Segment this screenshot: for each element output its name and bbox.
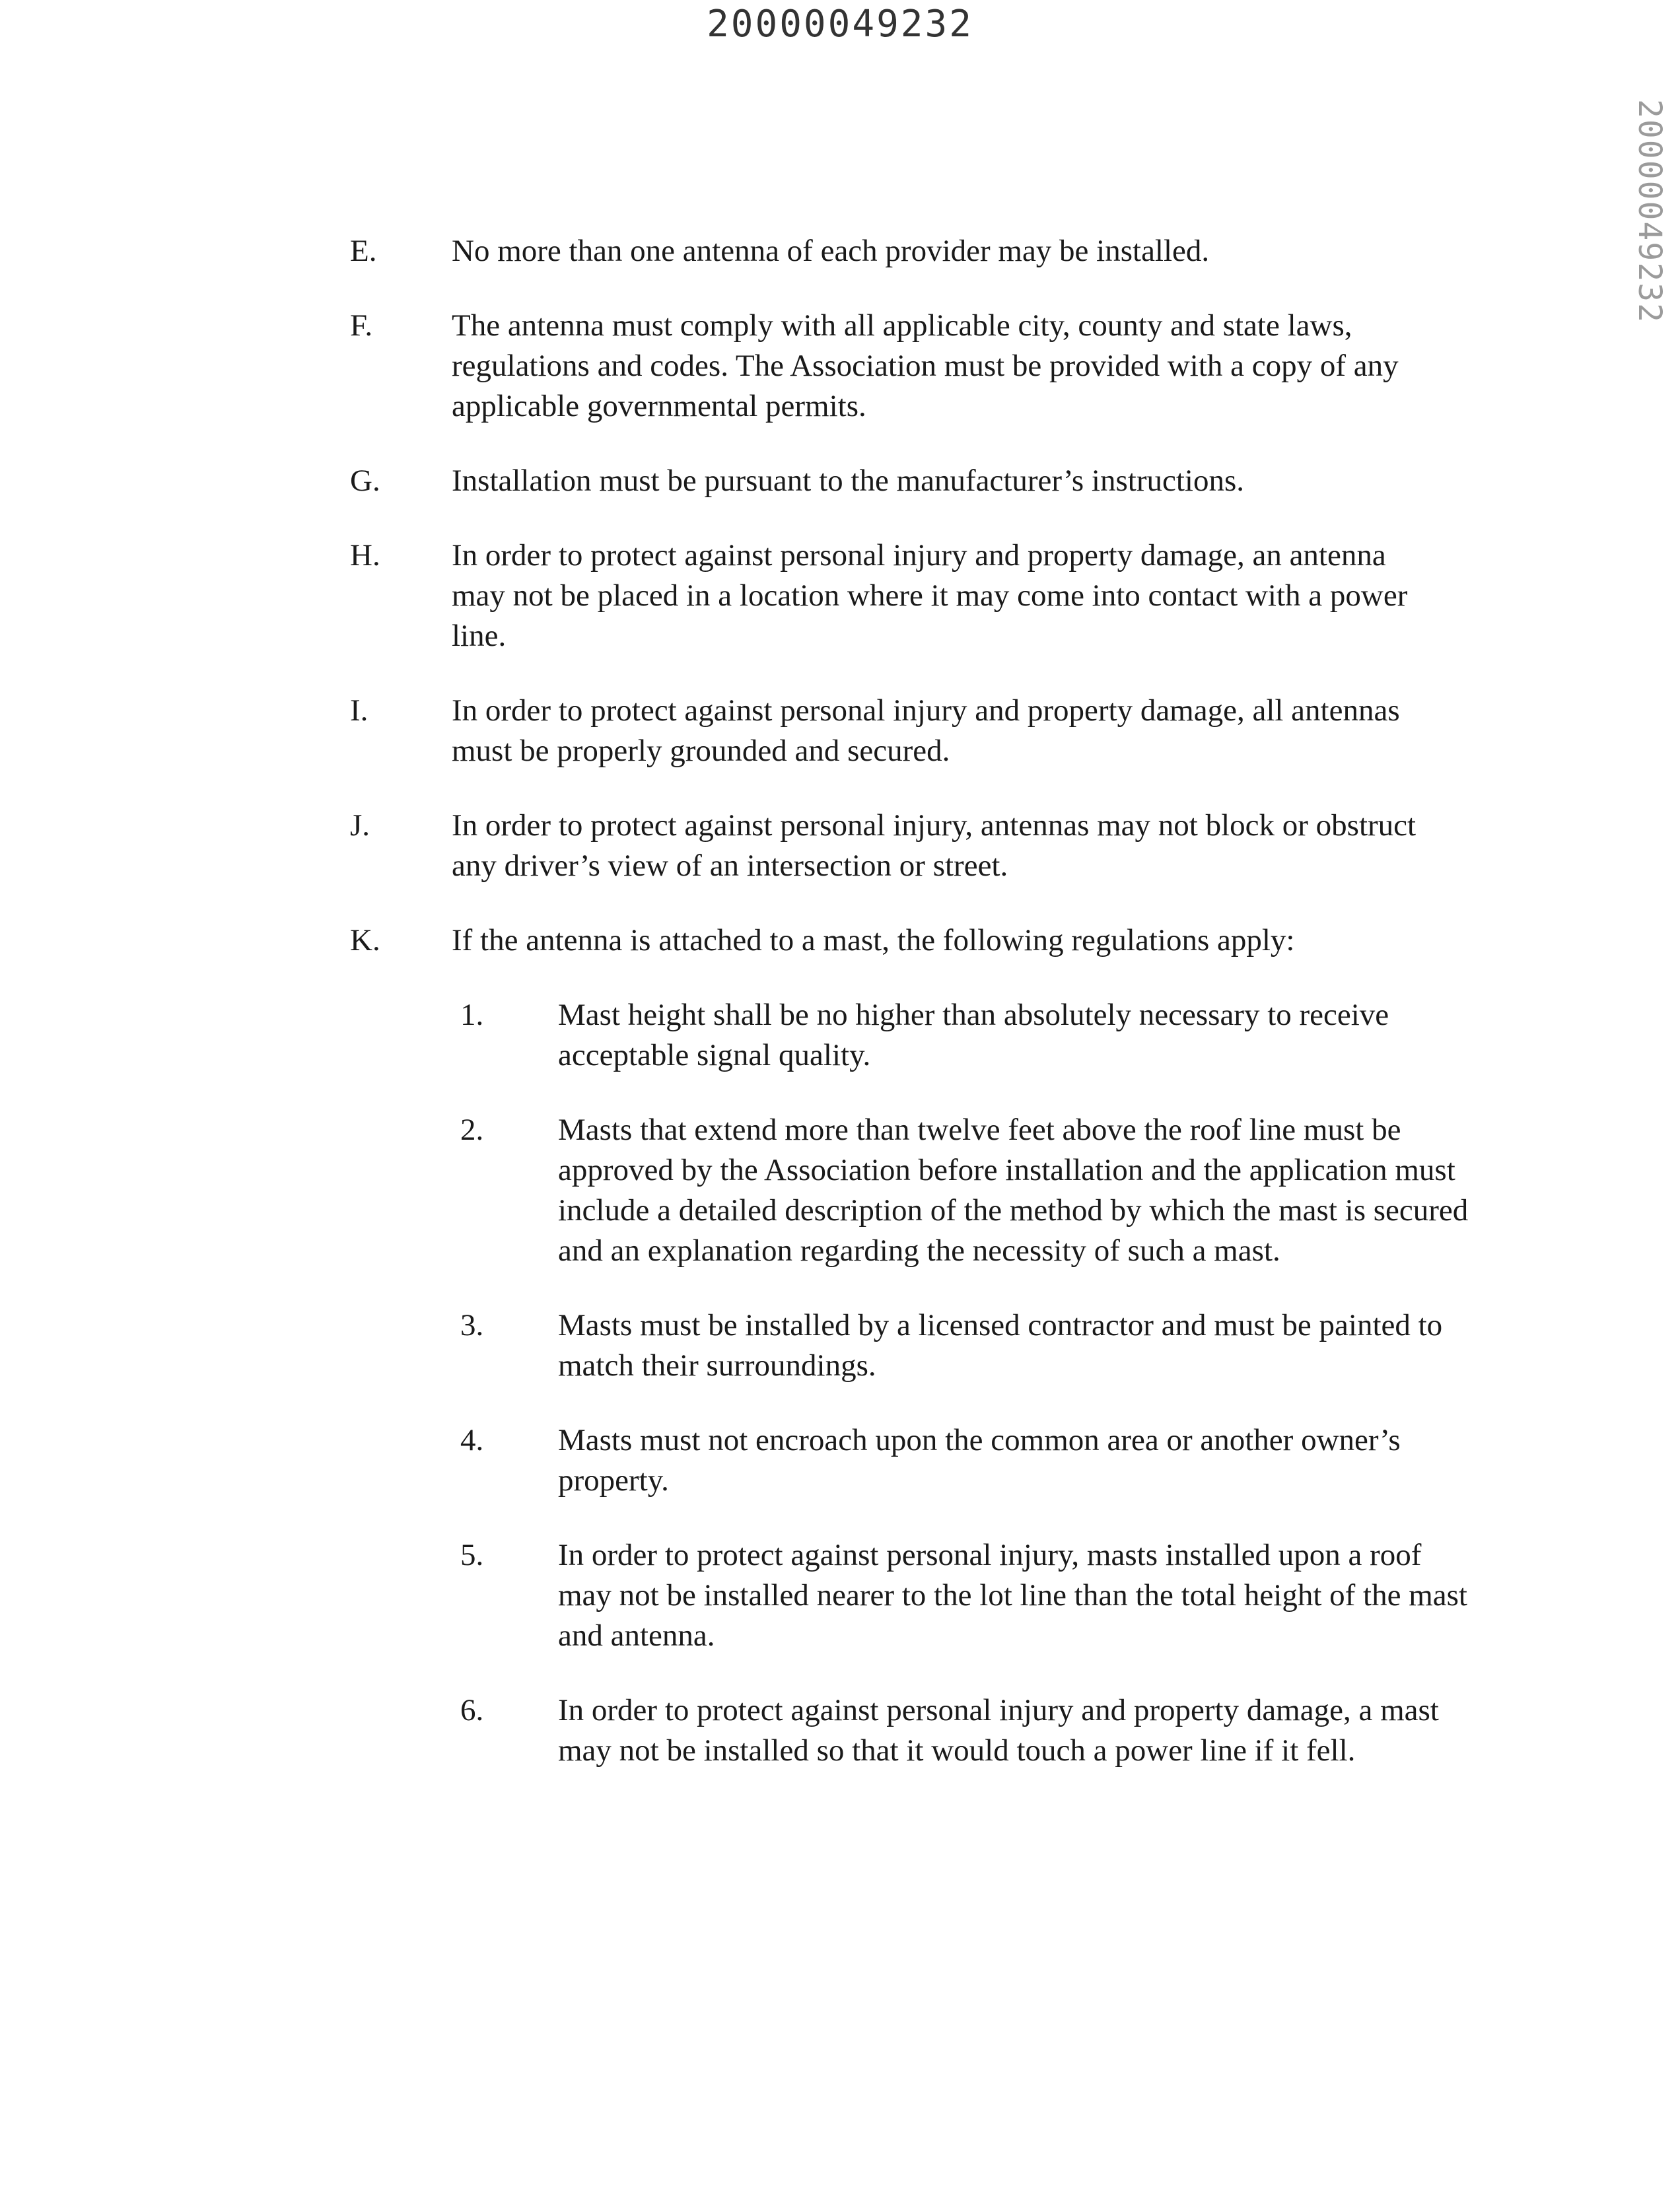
- item-label: J.: [350, 808, 370, 843]
- item-label: K.: [350, 923, 380, 957]
- item-label: G.: [350, 464, 380, 498]
- list-item: [0, 536, 1680, 656]
- sub-list-item: [0, 1110, 1680, 1271]
- sub-list-item: [0, 1305, 1680, 1386]
- list-item: [0, 461, 1680, 501]
- list-item: [0, 806, 1680, 886]
- sub-item-text: Masts that extend more than twelve feet above the roof line must be approved by the Association before installation and the application must include a detailed description of the method by which the mast is secured and an explanation regarding the necessity of such a mast.: [558, 1113, 1469, 1268]
- sub-item-text: In order to protect against personal injury and property damage, a mast may not be installed so that it would touch a power line if it fell.: [558, 1693, 1439, 1768]
- list-item: [0, 231, 1680, 271]
- sub-item-text: Mast height shall be no higher than absolutely necessary to receive acceptable signal quality.: [558, 998, 1389, 1072]
- item-label: E.: [350, 234, 377, 268]
- item-text: If the antenna is attached to a mast, the following regulations apply:: [452, 923, 1295, 957]
- sub-item-label: 2.: [460, 1113, 484, 1147]
- sub-item-label: 3.: [460, 1308, 484, 1342]
- sub-item-label: 5.: [460, 1538, 484, 1572]
- sub-item-text: Masts must not encroach upon the common area or another owner’s property.: [558, 1423, 1401, 1498]
- item-text: No more than one antenna of each provider may be installed.: [452, 234, 1210, 268]
- list-item: [0, 691, 1680, 771]
- item-label: H.: [350, 538, 380, 573]
- item-text: In order to protect against personal injury and property damage, all antennas must be properly grounded and secured.: [452, 693, 1400, 768]
- item-label: I.: [350, 693, 368, 728]
- sub-item-label: 6.: [460, 1693, 484, 1727]
- list-item: [0, 920, 1680, 961]
- sub-item-label: 4.: [460, 1423, 484, 1457]
- sub-list-item: [0, 995, 1680, 1076]
- document-number: 20000049232: [707, 3, 973, 46]
- side-stamp-text: 20000049232: [1631, 99, 1668, 324]
- item-label: F.: [350, 308, 373, 343]
- sub-item-text: In order to protect against personal injury, masts installed upon a roof may not be installed nearer to the lot line than the total height of the mast and antenna.: [558, 1538, 1467, 1653]
- document-body: [0, 231, 1680, 1805]
- item-text: In order to protect against personal injury, antennas may not block or obstruct any driver’s view of an intersection or street.: [452, 808, 1417, 883]
- list-item: [0, 306, 1680, 427]
- item-text: The antenna must comply with all applicable city, county and state laws, regulations and codes. The Association must be provided with a copy of any applicable governmental permits.: [452, 308, 1399, 423]
- sub-list-item: [0, 1690, 1680, 1771]
- item-text: In order to protect against personal injury and property damage, an antenna may not be placed in a location where it may come into contact with a power line.: [452, 538, 1408, 653]
- sub-list-item: [0, 1420, 1680, 1501]
- sub-list-item: [0, 1535, 1680, 1656]
- mast-regulations-list: [0, 995, 1680, 1771]
- item-text: Installation must be pursuant to the manufacturer’s instructions.: [452, 464, 1244, 498]
- sub-item-label: 1.: [460, 998, 484, 1032]
- sub-item-text: Masts must be installed by a licensed contractor and must be painted to match their surroundings.: [558, 1308, 1443, 1383]
